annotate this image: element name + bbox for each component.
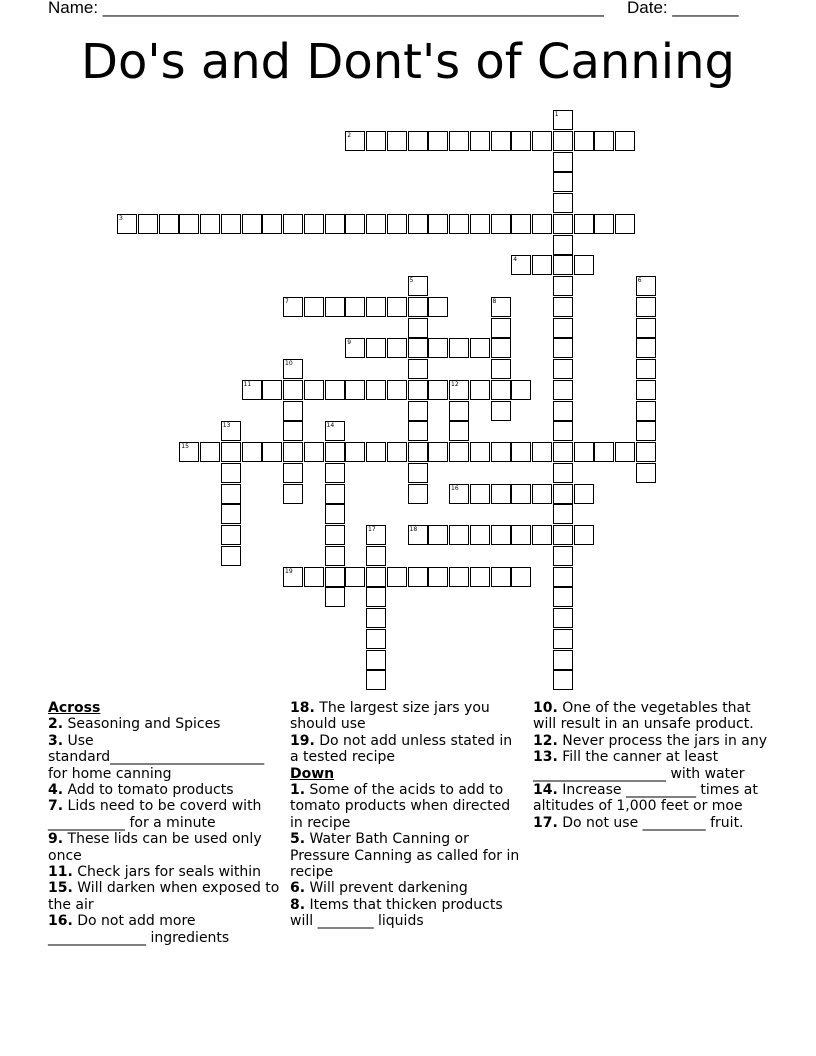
- crossword-cell[interactable]: [262, 380, 282, 400]
- crossword-cell[interactable]: [553, 359, 573, 379]
- crossword-cell[interactable]: [636, 359, 656, 379]
- clue-number: 4.: [48, 782, 64, 799]
- crossword-cell[interactable]: [532, 255, 552, 275]
- clue-text: The largest size jars you should use: [290, 700, 490, 733]
- clue-number-label: 11: [243, 380, 252, 388]
- crossword-cell[interactable]: [408, 421, 428, 441]
- crossword-cell[interactable]: [553, 463, 573, 483]
- crossword-cell[interactable]: [304, 297, 324, 317]
- clue-text: Items that thicken products will ________ liquids: [290, 896, 503, 930]
- crossword-cell[interactable]: [325, 421, 345, 441]
- clue-number: 9.: [48, 831, 64, 848]
- clue-number: 14.: [533, 782, 558, 799]
- crossword-cell[interactable]: [553, 110, 573, 130]
- crossword-cell[interactable]: [408, 380, 428, 400]
- clue-number: 5.: [290, 831, 306, 848]
- crossword-cell[interactable]: [325, 442, 345, 462]
- clue-number-label: 19: [285, 567, 293, 575]
- crossword-cell[interactable]: [428, 297, 448, 317]
- clue-number-label: 4: [513, 256, 518, 264]
- crossword-cell[interactable]: [366, 380, 386, 400]
- crossword-cell[interactable]: [345, 214, 365, 234]
- crossword-cell[interactable]: [553, 297, 573, 317]
- crossword-cell[interactable]: [574, 442, 594, 462]
- crossword-cell[interactable]: [345, 380, 365, 400]
- across-heading: Across: [48, 700, 101, 716]
- clue-number-label: 3: [119, 214, 123, 222]
- clue-number-label: 16: [451, 484, 459, 492]
- crossword-cell[interactable]: [553, 546, 573, 566]
- crossword-cell[interactable]: [428, 567, 448, 587]
- crossword-cell[interactable]: [553, 235, 573, 255]
- crossword-cell[interactable]: [387, 567, 407, 587]
- crossword-cell[interactable]: [366, 567, 386, 587]
- crossword-cell[interactable]: [491, 567, 511, 587]
- crossword-cell[interactable]: [345, 567, 365, 587]
- clue-number: 3.: [48, 732, 64, 749]
- clue-item: [533, 700, 769, 733]
- crossword-cell[interactable]: [221, 504, 241, 524]
- crossword-cell[interactable]: [449, 380, 469, 400]
- crossword-cell[interactable]: [366, 650, 386, 670]
- crossword-cell[interactable]: [553, 338, 573, 358]
- clue-text: Some of the acids to add to tomato products when directed in recipe: [290, 782, 511, 831]
- clue-text: Will prevent darkening: [305, 880, 468, 897]
- crossword-cell[interactable]: [325, 297, 345, 317]
- crossword-cell[interactable]: [553, 421, 573, 441]
- crossword-cell[interactable]: [283, 421, 303, 441]
- crossword-cell[interactable]: [283, 214, 303, 234]
- crossword-cell[interactable]: [470, 214, 490, 234]
- clue-number-label: 5: [409, 277, 414, 284]
- crossword-cell[interactable]: [532, 484, 552, 504]
- clue-number-label: 7: [285, 297, 289, 305]
- crossword-cell[interactable]: [553, 255, 573, 275]
- crossword-cell[interactable]: [553, 152, 573, 172]
- crossword-cell[interactable]: [138, 214, 158, 234]
- crossword-cell[interactable]: [366, 297, 386, 317]
- clue-item: [290, 880, 522, 896]
- crossword-cell[interactable]: [179, 442, 199, 462]
- crossword-cell[interactable]: [636, 297, 656, 317]
- clue-item: [48, 913, 284, 946]
- crossword-cell[interactable]: [221, 421, 241, 441]
- crossword-cell[interactable]: [428, 338, 448, 358]
- crossword-cell[interactable]: [553, 214, 573, 234]
- crossword-cell[interactable]: [408, 297, 428, 317]
- crossword-cell[interactable]: [491, 380, 511, 400]
- crossword-cell[interactable]: [636, 338, 656, 358]
- crossword-cell[interactable]: [366, 546, 386, 566]
- crossword-cell[interactable]: [262, 214, 282, 234]
- crossword-cell[interactable]: [615, 214, 635, 234]
- clue-item: [48, 880, 284, 913]
- crossword-cell[interactable]: [159, 214, 179, 234]
- crossword-cell[interactable]: [428, 214, 448, 234]
- crossword-cell[interactable]: [491, 297, 511, 317]
- crossword-cell[interactable]: [221, 546, 241, 566]
- crossword-cell[interactable]: [532, 442, 552, 462]
- crossword-cell[interactable]: [408, 214, 428, 234]
- crossword-cell[interactable]: [553, 567, 573, 587]
- crossword-cell[interactable]: [491, 525, 511, 545]
- crossword-cell[interactable]: [636, 401, 656, 421]
- crossword-cell[interactable]: [428, 131, 448, 151]
- clue-text: These lids can be used only once: [48, 831, 262, 864]
- crossword-cell[interactable]: [615, 442, 635, 462]
- clue-text: Check jars for seals within: [72, 864, 262, 881]
- crossword-cell[interactable]: [491, 484, 511, 504]
- crossword-cell[interactable]: [553, 131, 573, 151]
- clue-text: Do not add unless stated in a tested recipe: [290, 732, 513, 766]
- crossword-cell[interactable]: [532, 525, 552, 545]
- crossword-cell[interactable]: [325, 484, 345, 504]
- clue-text: Increase __________ times at altitudes of 1,000 feet or moe: [533, 782, 758, 815]
- crossword-cell[interactable]: [221, 525, 241, 545]
- crossword-cell[interactable]: [408, 442, 428, 462]
- crossword-cell[interactable]: [553, 318, 573, 338]
- crossword-cell[interactable]: [179, 214, 199, 234]
- crossword-cell[interactable]: [470, 338, 490, 358]
- clue-text: Use standard______________________ for home canning: [48, 732, 265, 782]
- crossword-cell[interactable]: [553, 172, 573, 192]
- crossword-cell[interactable]: [553, 276, 573, 296]
- crossword-cell[interactable]: [408, 276, 428, 296]
- crossword-cell[interactable]: [221, 442, 241, 462]
- clue-text: Do not use _________ fruit.: [557, 814, 744, 831]
- crossword-cell[interactable]: [325, 587, 345, 607]
- clue-item: [290, 733, 522, 766]
- crossword-cell[interactable]: [221, 463, 241, 483]
- crossword-cell[interactable]: [387, 380, 407, 400]
- crossword-cell[interactable]: [511, 380, 531, 400]
- clue-number-label: 14: [326, 422, 335, 430]
- crossword-cell[interactable]: [449, 484, 469, 504]
- crossword-cell[interactable]: [366, 442, 386, 462]
- clue-item: [48, 831, 284, 864]
- clue-item: [48, 733, 284, 782]
- crossword-cell[interactable]: [428, 442, 448, 462]
- clue-number-label: 15: [181, 443, 189, 450]
- crossword-cell[interactable]: [325, 567, 345, 587]
- crossword-cell[interactable]: [553, 587, 573, 607]
- crossword-cell[interactable]: [491, 338, 511, 358]
- crossword-cell[interactable]: [449, 525, 469, 545]
- crossword-cell[interactable]: [387, 297, 407, 317]
- clue-number-label: 6: [637, 277, 642, 284]
- crossword-cell[interactable]: [594, 131, 614, 151]
- crossword-cell[interactable]: [200, 214, 220, 234]
- clue-number-label: 10: [285, 360, 293, 367]
- crossword-cell[interactable]: [511, 442, 531, 462]
- crossword-cell[interactable]: [553, 525, 573, 545]
- name-field-label: Name: _____________________________________________________: [48, 0, 604, 17]
- crossword-cell[interactable]: [408, 131, 428, 151]
- crossword-cell[interactable]: [449, 214, 469, 234]
- clue-item: [533, 733, 769, 749]
- clue-text: Water Bath Canning or Pressure Canning as called for in recipe: [290, 831, 520, 881]
- crossword-cell[interactable]: [553, 670, 573, 690]
- clue-item: [290, 897, 522, 930]
- crossword-cell[interactable]: [221, 484, 241, 504]
- clue-item: [290, 700, 522, 733]
- crossword-cell[interactable]: [242, 214, 262, 234]
- crossword-cell[interactable]: [511, 214, 531, 234]
- crossword-cell[interactable]: [553, 484, 573, 504]
- crossword-cell[interactable]: [553, 442, 573, 462]
- clue-number-label: 18: [409, 526, 418, 533]
- crossword-cell[interactable]: [491, 401, 511, 421]
- clue-number: 18.: [290, 700, 315, 716]
- crossword-cell[interactable]: [325, 214, 345, 234]
- crossword-cell[interactable]: [491, 131, 511, 151]
- crossword-cell[interactable]: [325, 463, 345, 483]
- clue-text: Fill the canner at least ___________________ with water: [533, 749, 745, 782]
- crossword-cell[interactable]: [615, 131, 635, 151]
- clue-number-label: 12: [451, 380, 459, 388]
- clue-item: [290, 782, 522, 831]
- crossword-cell[interactable]: [221, 214, 241, 234]
- crossword-cell[interactable]: [304, 567, 324, 587]
- clue-text: Add to tomato products: [63, 782, 234, 799]
- clue-number: 2.: [48, 716, 64, 733]
- crossword-cell[interactable]: [511, 525, 531, 545]
- crossword-cell[interactable]: [408, 318, 428, 338]
- crossword-cell[interactable]: [532, 214, 552, 234]
- crossword-cell[interactable]: [304, 380, 324, 400]
- crossword-cell[interactable]: [553, 629, 573, 649]
- date-field-label: Date: _______: [627, 0, 739, 17]
- crossword-cell[interactable]: [345, 442, 365, 462]
- clue-number: 16.: [48, 913, 73, 930]
- crossword-cell[interactable]: [449, 401, 469, 421]
- crossword-cell[interactable]: [553, 650, 573, 670]
- crossword-cell[interactable]: [325, 546, 345, 566]
- crossword-cell[interactable]: [283, 401, 303, 421]
- crossword-cell[interactable]: [511, 567, 531, 587]
- crossword-cell[interactable]: [470, 380, 490, 400]
- crossword-cell[interactable]: [408, 567, 428, 587]
- crossword-cell[interactable]: [366, 338, 386, 358]
- crossword-cell[interactable]: [366, 629, 386, 649]
- crossword-cell[interactable]: [636, 463, 656, 483]
- crossword-cell[interactable]: [345, 131, 365, 151]
- crossword-cell[interactable]: [408, 401, 428, 421]
- crossword-cell[interactable]: [387, 442, 407, 462]
- crossword-cell[interactable]: [553, 608, 573, 628]
- clue-item: [290, 831, 522, 880]
- crossword-cell[interactable]: [325, 525, 345, 545]
- crossword-cell[interactable]: [491, 214, 511, 234]
- crossword-cell[interactable]: [553, 504, 573, 524]
- crossword-cell[interactable]: [283, 484, 303, 504]
- clue-item: [533, 749, 769, 782]
- clue-text: Never process the jars in any: [557, 732, 768, 749]
- clue-number: 17.: [533, 814, 558, 831]
- crossword-cell[interactable]: [345, 297, 365, 317]
- crossword-cell[interactable]: [636, 442, 656, 462]
- crossword-cell[interactable]: [553, 380, 573, 400]
- crossword-cell[interactable]: [283, 359, 303, 379]
- crossword-cell[interactable]: [408, 525, 428, 545]
- crossword-cell[interactable]: [594, 214, 614, 234]
- crossword-cell[interactable]: [636, 380, 656, 400]
- crossword-cell[interactable]: [449, 131, 469, 151]
- crossword-cell[interactable]: [366, 214, 386, 234]
- crossword-cell[interactable]: [242, 442, 262, 462]
- clue-item: [48, 864, 284, 880]
- crossword-cell[interactable]: [304, 442, 324, 462]
- crossword-cell[interactable]: [366, 131, 386, 151]
- crossword-cell[interactable]: [345, 338, 365, 358]
- crossword-cell[interactable]: [511, 131, 531, 151]
- crossword-cell[interactable]: [408, 338, 428, 358]
- crossword-cell[interactable]: [304, 214, 324, 234]
- crossword-cell[interactable]: [283, 442, 303, 462]
- crossword-cell[interactable]: [408, 359, 428, 379]
- crossword-cell[interactable]: [636, 318, 656, 338]
- crossword-cell[interactable]: [449, 421, 469, 441]
- clue-number: 10.: [533, 700, 558, 716]
- crossword-cell[interactable]: [491, 359, 511, 379]
- clue-number: 8.: [290, 896, 306, 913]
- clue-number-label: 17: [368, 526, 376, 533]
- crossword-cell[interactable]: [470, 131, 490, 151]
- crossword-cell[interactable]: [470, 442, 490, 462]
- crossword-cell[interactable]: [491, 318, 511, 338]
- crossword-cell[interactable]: [366, 670, 386, 690]
- crossword-cell[interactable]: [511, 484, 531, 504]
- clues-column-3: [533, 700, 769, 831]
- crossword-cell[interactable]: [636, 421, 656, 441]
- crossword-cell[interactable]: [117, 214, 137, 234]
- clue-number: 1.: [290, 782, 306, 799]
- crossword-cell[interactable]: [574, 525, 594, 545]
- crossword-cell[interactable]: [491, 442, 511, 462]
- down-clue-list-cont: [533, 700, 769, 831]
- crossword-cell[interactable]: [387, 214, 407, 234]
- crossword-cell[interactable]: [283, 380, 303, 400]
- crossword-cell[interactable]: [553, 193, 573, 213]
- crossword-cell[interactable]: [594, 442, 614, 462]
- clue-item: [48, 782, 284, 798]
- crossword-cell[interactable]: [262, 442, 282, 462]
- crossword-cell[interactable]: [449, 567, 469, 587]
- page-title: Do's and Dont's of Canning: [81, 34, 735, 90]
- crossword-cell[interactable]: [408, 463, 428, 483]
- down-clue-list: [290, 782, 522, 930]
- clue-text: Lids need to be coverd with ___________ for a minute: [48, 798, 262, 831]
- crossword-cell[interactable]: [283, 567, 303, 587]
- clue-item: [533, 815, 769, 831]
- crossword-cell[interactable]: [387, 131, 407, 151]
- crossword-cell[interactable]: [387, 338, 407, 358]
- crossword-cell[interactable]: [574, 484, 594, 504]
- crossword-cell[interactable]: [242, 380, 262, 400]
- clue-number-label: 1: [554, 111, 559, 118]
- crossword-cell[interactable]: [428, 380, 448, 400]
- crossword-cell[interactable]: [325, 504, 345, 524]
- crossword-cell[interactable]: [449, 442, 469, 462]
- clue-number: 15.: [48, 880, 73, 897]
- clue-item: [533, 782, 769, 815]
- clue-item: [48, 716, 284, 732]
- clue-number-label: 13: [222, 422, 231, 430]
- clue-number-label: 8: [492, 297, 497, 305]
- crossword-cell[interactable]: [470, 484, 490, 504]
- clue-number: 6.: [290, 880, 306, 897]
- clue-text: Seasoning and Spices: [63, 716, 221, 733]
- clue-text: One of the vegetables that will result in an unsafe product.: [533, 700, 754, 733]
- crossword-cell[interactable]: [449, 338, 469, 358]
- clue-number: 11.: [48, 864, 73, 881]
- clue-text: Do not add more ______________ ingredients: [48, 913, 230, 946]
- crossword-cell[interactable]: [366, 587, 386, 607]
- crossword-cell[interactable]: [574, 214, 594, 234]
- crossword-cell[interactable]: [283, 463, 303, 483]
- clue-number-label: 2: [347, 131, 352, 139]
- clues-column-2: [290, 700, 522, 930]
- crossword-cell[interactable]: [470, 525, 490, 545]
- clue-text: Will darken when exposed to the air: [48, 880, 280, 913]
- crossword-cell[interactable]: [636, 276, 656, 296]
- crossword-cell[interactable]: [511, 255, 531, 275]
- crossword-cell[interactable]: [428, 525, 448, 545]
- clue-item: [48, 798, 284, 831]
- clues-column-1: [48, 700, 284, 946]
- crossword-cell[interactable]: [325, 380, 345, 400]
- crossword-cell[interactable]: [200, 442, 220, 462]
- crossword-cell[interactable]: [366, 608, 386, 628]
- clue-number: 13.: [533, 749, 558, 766]
- crossword-cell[interactable]: [532, 131, 552, 151]
- crossword-cell[interactable]: [574, 255, 594, 275]
- across-clue-list: [48, 716, 284, 946]
- crossword-cell[interactable]: [553, 401, 573, 421]
- crossword-cell[interactable]: [574, 131, 594, 151]
- crossword-cell[interactable]: [366, 525, 386, 545]
- across-clue-list-cont: [290, 700, 522, 766]
- clue-number: 12.: [533, 732, 558, 749]
- crossword-cell[interactable]: [408, 484, 428, 504]
- clue-number-label: 9: [347, 339, 352, 347]
- down-heading: Down: [290, 765, 335, 782]
- clue-number: 7.: [48, 798, 64, 815]
- clue-number: 19.: [290, 732, 315, 749]
- crossword-cell[interactable]: [470, 567, 490, 587]
- crossword-cell[interactable]: [283, 297, 303, 317]
